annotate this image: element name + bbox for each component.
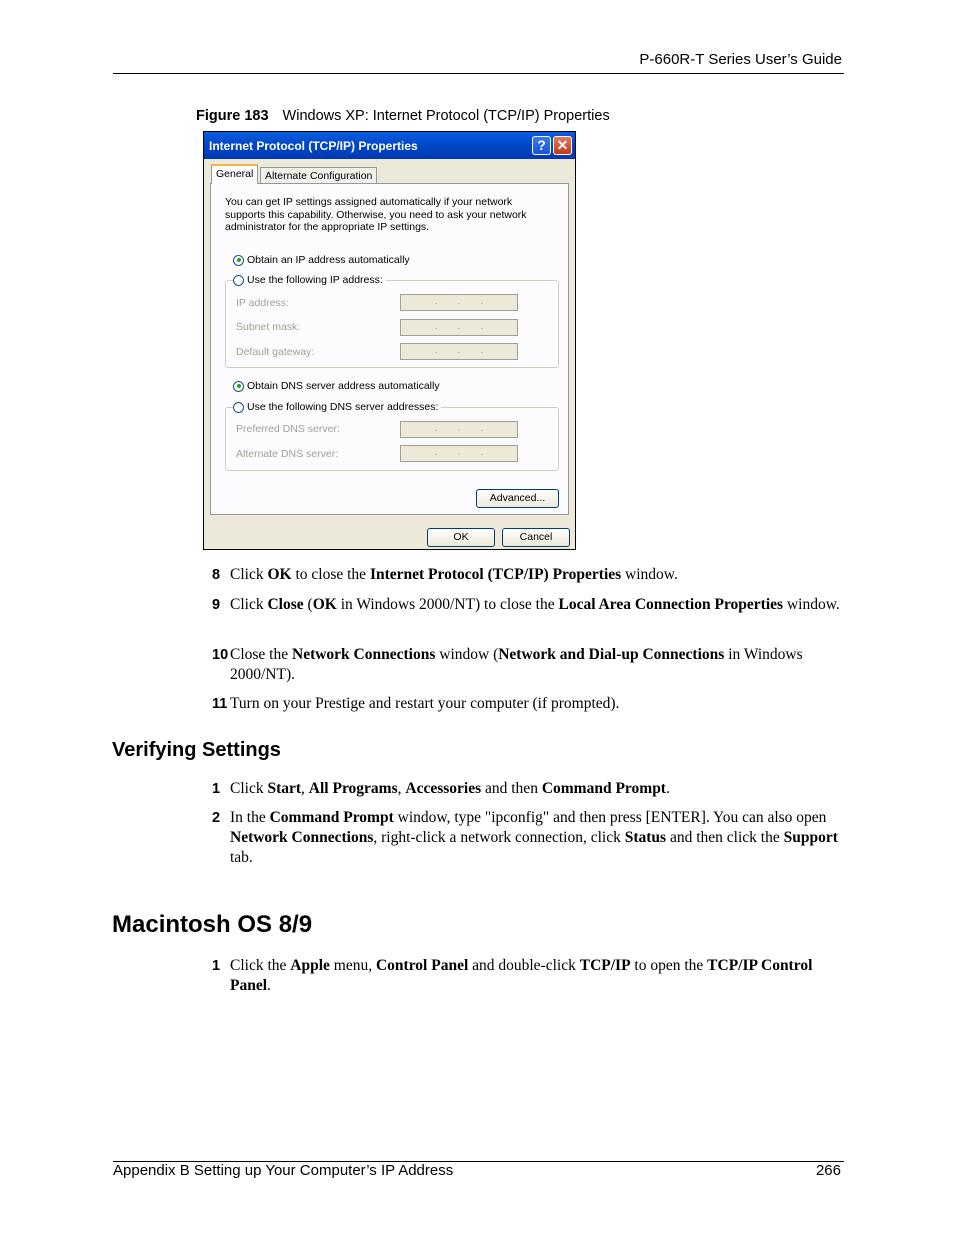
cancel-button[interactable]: Cancel [502, 528, 570, 547]
subnet-mask-field[interactable]: ... [400, 319, 518, 336]
step-text-run: and then [481, 780, 542, 797]
close-icon: ✕ [556, 137, 569, 153]
step-text-run: Click [230, 780, 268, 797]
bold-term: Close [267, 596, 304, 613]
radio-use-dns-label: Use the following DNS server addresses: [247, 401, 439, 413]
figure-label: Figure 183 [196, 108, 269, 124]
bold-term: Internet Protocol (TCP/IP) Properties [369, 566, 622, 583]
step-text-run: window. [783, 596, 840, 613]
step-8 [212, 565, 844, 585]
step-number: 1 [212, 958, 221, 974]
step-text [212, 779, 844, 799]
step-text [212, 808, 844, 868]
tab-alternate-configuration[interactable]: Alternate Configuration [260, 167, 377, 184]
figure-caption-text: Windows XP: Internet Protocol (TCP/IP) Properties [282, 108, 610, 124]
bold-term: Network and Dial-up Connections [498, 646, 725, 663]
bold-term: Command Prompt [269, 809, 394, 826]
step-text-run: . [267, 977, 271, 994]
step-text-run: to close the [291, 566, 370, 583]
bold-term: Network Connections [230, 829, 374, 846]
section-heading-macintosh: Macintosh OS 8/9 [112, 911, 313, 938]
step-text [212, 645, 844, 685]
bold-term: Control Panel [375, 957, 469, 974]
step-text-run: Click [230, 596, 268, 613]
step-text-run: Close the [230, 646, 292, 663]
section-heading-verifying: Verifying Settings [112, 739, 281, 761]
radio-obtain-ip[interactable] [233, 254, 413, 266]
step-text [212, 595, 844, 615]
step-text-run: tab. [230, 849, 253, 866]
radio-use-ip-label: Use the following IP address: [247, 274, 383, 286]
step-number: 8 [212, 567, 221, 583]
step-text-run: ( [303, 596, 313, 613]
advanced-button[interactable]: Advanced... [476, 489, 559, 508]
bold-term: Command Prompt [541, 780, 666, 797]
step-number: 1 [212, 781, 221, 797]
radio-unselected-icon [233, 402, 244, 413]
verify-step-1 [212, 779, 844, 799]
preferred-dns-field[interactable]: ... [400, 421, 518, 438]
subnet-mask-label: Subnet mask: [236, 321, 301, 333]
page-number: 266 [815, 1162, 841, 1179]
default-gateway-label: Default gateway: [236, 346, 315, 358]
radio-use-ip[interactable] [233, 274, 386, 286]
header-rule [113, 73, 844, 74]
bold-term: Accessories [405, 780, 482, 797]
step-text-run: to open the [630, 957, 708, 974]
ok-button[interactable]: OK [427, 528, 495, 547]
step-text [212, 565, 844, 585]
radio-unselected-icon [233, 275, 244, 286]
alternate-dns-field[interactable]: ... [400, 445, 518, 462]
step-10 [212, 645, 844, 685]
dialog-titlebar [204, 132, 575, 159]
step-number: 11 [212, 696, 228, 712]
verify-step-2 [212, 808, 844, 868]
radio-obtain-ip-label: Obtain an IP address automatically [247, 254, 410, 266]
bold-term: TCP/IP [579, 957, 631, 974]
mac-step-1 [212, 956, 844, 996]
step-text-run: Turn on your Prestige and restart your computer (if prompted). [230, 695, 620, 712]
step-text-run: . [665, 780, 670, 797]
bold-term: OK [312, 596, 337, 613]
bold-term: All Programs [308, 780, 398, 797]
step-text-run: Click [230, 566, 268, 583]
radio-selected-icon [233, 255, 244, 266]
alternate-dns-label: Alternate DNS server: [236, 448, 339, 460]
step-text-run: window, type "ipconfig" and then press [ENTER]. You can also open [393, 809, 827, 826]
step-9 [212, 595, 844, 615]
step-text-run: and then click the [666, 829, 784, 846]
step-text-run: , [301, 780, 309, 797]
bold-term: Start [267, 780, 302, 797]
running-header: P-660R-T Series User’s Guide [639, 51, 842, 68]
step-text-run: In the [230, 809, 270, 826]
ip-address-label: IP address: [236, 297, 289, 309]
help-icon: ? [537, 137, 546, 153]
step-text-run: menu, [329, 957, 376, 974]
step-text [212, 694, 844, 714]
preferred-dns-label: Preferred DNS server: [236, 423, 340, 435]
dialog-title: Internet Protocol (TCP/IP) Properties [209, 139, 418, 153]
ip-address-field[interactable]: ... [400, 294, 518, 311]
general-tab-panel [210, 183, 569, 515]
step-text-run: , [397, 780, 406, 797]
radio-obtain-dns[interactable] [233, 380, 443, 392]
tab-general[interactable]: General [211, 164, 258, 184]
intro-text: You can get IP settings assigned automatically if your network supports this capability. Otherwise, you need to ask your network administrator for the appropriate IP settings. [225, 196, 527, 233]
step-text-run: in Windows 2000/NT). [230, 646, 803, 683]
help-button[interactable] [532, 136, 551, 155]
footer-chapter: Appendix B Setting up Your Computer’s IP Address [113, 1162, 454, 1179]
radio-use-dns[interactable] [233, 401, 441, 413]
step-text-run: and double-click [468, 957, 580, 974]
close-button[interactable] [553, 136, 572, 155]
bold-term: Local Area Connection Properties [558, 596, 784, 613]
bold-term: OK [267, 566, 292, 583]
step-number: 10 [212, 647, 229, 663]
step-11 [212, 694, 844, 714]
bold-term: Status [624, 829, 667, 846]
step-text [212, 956, 844, 996]
step-text-run: window. [621, 566, 678, 583]
bold-term: Support [783, 829, 838, 846]
radio-obtain-dns-label: Obtain DNS server address automatically [247, 380, 440, 392]
radio-selected-icon [233, 381, 244, 392]
figure-caption [196, 108, 610, 124]
default-gateway-field[interactable]: ... [400, 343, 518, 360]
step-text-run: Click the [230, 957, 291, 974]
step-number: 2 [212, 810, 221, 826]
bold-term: TCP/IP Control Panel [230, 957, 813, 994]
step-number: 9 [212, 597, 221, 613]
bold-term: Network Connections [292, 646, 436, 663]
bold-term: Apple [290, 957, 330, 974]
step-text-run: in Windows 2000/NT) to close the [336, 596, 559, 613]
step-text-run: window ( [435, 646, 499, 663]
tcpip-properties-dialog [203, 131, 576, 550]
step-text-run: , right-click a network connection, click [373, 829, 625, 846]
